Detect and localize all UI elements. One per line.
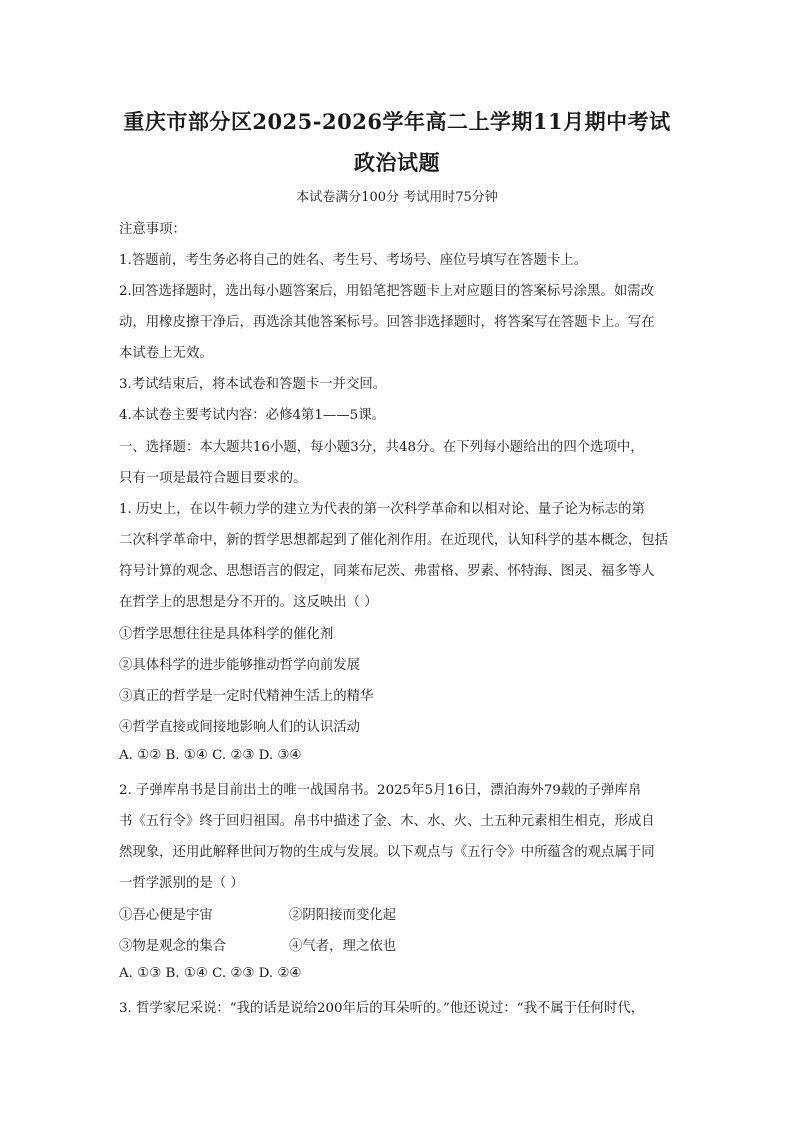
note-item-3: 3.考试结束后，将本试卷和答题卡一并交回。 [119, 377, 387, 392]
note-item-1: 1.答题前，考生务必将自己的姓名、考生号、考场号、座位号填写在答题卡上。 [119, 253, 588, 268]
section-heading-line-2: 只有一项是最符合题目要求的。 [119, 471, 307, 486]
q2-stem-line-2: 书《五行令》终于回归祖国。帛书中描述了金、木、水、火、土五种元素相生相克，形成自 [119, 814, 655, 829]
note-item-2-line-2: 动，用橡皮擦干净后，再选涂其他答案标号。回答非选择题时，将答案写在答题卡上。写在 [119, 315, 655, 330]
q2-statement-4: ④气者，理之依也 [289, 939, 397, 954]
q2-options: A. ①③ B. ①④ C. ②③ D. ②④ [119, 966, 302, 981]
q2-statement-1: ①吾心便是宇宙 [119, 908, 213, 923]
q1-options: A. ①② B. ①④ C. ②③ D. ③④ [119, 748, 302, 763]
exam-meta: 本试卷满分100分 考试用时75分钟 [296, 190, 498, 205]
q2-statement-3: ③物是观念的集合 [119, 939, 227, 954]
q1-stem-line-1: 1. 历史上，在以牛顿力学的建立为代表的第一次科学革命和以相对论、量子论为标志的第 [119, 502, 645, 517]
section-heading-line-1: 一、选择题：本大题共16小题，每小题3分，共48分。在下列每小题给出的四个选项中， [119, 440, 644, 455]
q1-statement-2: ②具体科学的进步能够推动哲学向前发展 [119, 658, 361, 673]
q1-statement-1: ①哲学思想往往是具体科学的催化剂 [119, 627, 334, 642]
q2-statement-2: ②阴阳接而变化起 [289, 908, 397, 923]
note-item-2-line-3: 本试卷上无效。 [119, 346, 213, 361]
q2-stem-line-3: 然现象，还用此解释世间万物的生成与发展。以下观点与《五行令》中所蕴含的观点属于同 [119, 845, 655, 860]
q3-stem-line-1: 3. 哲学家尼采说：“我的话是说给200年后的耳朵听的。”他还说过：“我不属于任何时代， [119, 1001, 645, 1016]
q1-stem-line-3: 符号计算的观念、思想语言的假定，同莱布尼茨、弗雷格、罗素、怀特海、图灵、福多等人 [119, 564, 655, 579]
q1-statement-3: ③真正的哲学是一定时代精神生活上的精华 [119, 689, 374, 704]
q2-statements-row-2 [119, 935, 684, 954]
note-item-4: 4.本试卷主要考试内容：必修4第1——5课。 [119, 408, 385, 423]
note-item-2-line-1: 2.回答选择题时，选出每小题答案后，用铅笔把答题卡上对应题目的答案标号涂黑。如需改 [119, 284, 655, 299]
q2-stem-line-4: 一哲学派别的是（ ） [119, 876, 244, 891]
exam-title: 重庆市部分区2025-2026学年高二上学期11月期中考试 [123, 109, 671, 134]
q1-stem-line-2: 二次科学革命中，新的哲学思想都起到了催化剂作用。在近现代，认知科学的基本概念，包括 [119, 533, 669, 548]
notes-heading: 注意事项： [119, 222, 186, 237]
q1-stem-line-4: 在哲学上的思想是分不开的。这反映出（ ） [119, 595, 378, 610]
q2-statements-row-1 [119, 904, 684, 923]
q2-stem-line-1: 2. 子弹库帛书是目前出土的唯一战国帛书。2025年5月16日，漂泊海外79载的子弹库帛 [119, 783, 642, 798]
subject-title: 政治试题 [354, 150, 440, 175]
q1-statement-4: ④哲学直接或间接地影响人们的认识活动 [119, 720, 361, 735]
